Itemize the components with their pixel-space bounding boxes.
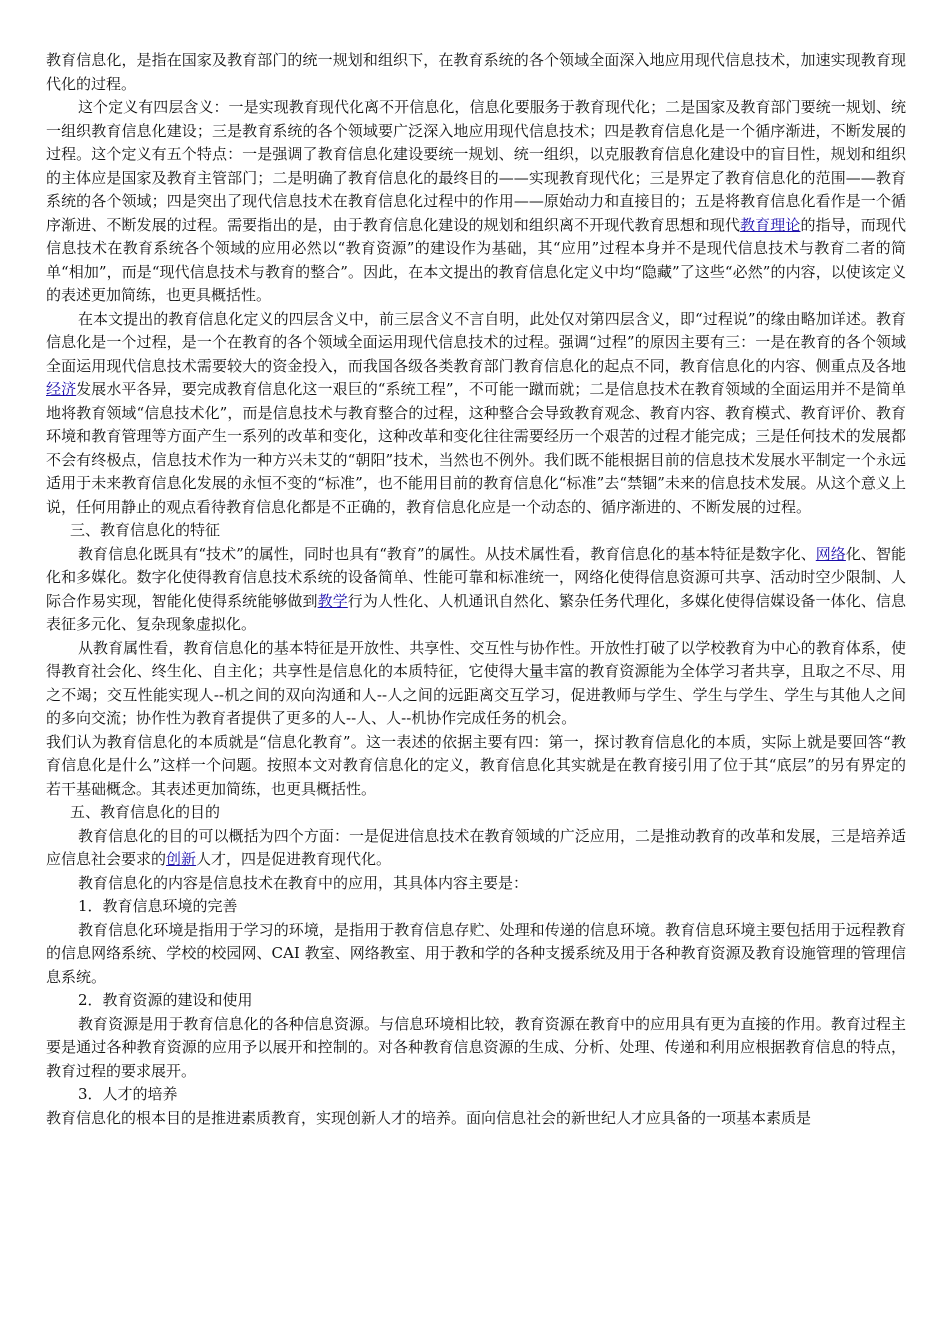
paragraph: [46, 825, 906, 872]
text-run: 教育信息化的目的可以概括为四个方面：一是促进信息技术在教育领域的广泛应用，二是推动教育的改革和发展，三是培养适应信息社会要求的: [46, 826, 906, 868]
link-innovation[interactable]: 创新: [166, 850, 197, 868]
link-economy[interactable]: 经济: [46, 380, 77, 398]
text-run: 的指导，而现代信息技术在教育系统各个领域的应用必然以“教育资源”的建设作为基础，其“应用”过程本身并不是现代信息技术与教育二者的简单“相加”，而是“现代信息技术与教育的整合”。因此，在本文提出的教育信息化定义中均“隐藏”了这些“必然”的内容，以使该定义的表述更加简练，也更具概括性。: [46, 215, 906, 304]
paragraph: [46, 919, 906, 990]
text-run: 行为人性化、人机通讯自然化、繁杂任务代理化，多媒化使得信媒设备一体化、信息表征多元化、复杂现象虚拟化。: [46, 591, 906, 633]
text-run: 这个定义有四层含义：一是实现教育现代化离不开信息化，信息化要服务于教育现代化；二是国家及教育部门要统一规划、统一组织教育信息化建设；三是教育系统的各个领域要广泛深入地应用现代信息技术；四是教育信息化是一个循序渐进，不断发展的过程。这个定义有五个特点：一是强调了教育信息化建设要统一规划、统一组织，以克服教育信息化建设中的盲目性，规划和组织的主体应是国家及教育主管部门；二是明确了教育信息化的最终目的——实现教育现代化；三是界定了教育信息化的范围——教育系统的各个领域；四是突出了现代信息技术在教育信息化过程中的作用——原始动力和直接目的；五是将教育信息化看作是一个循序渐进、不断发展的过程。需要指出的是，由于教育信息化建设的规划和组织离不开现代教育思想和现代: [46, 98, 906, 234]
paragraph: [46, 872, 906, 896]
section-heading: [46, 801, 906, 825]
text-run: 发展水平各异，要完成教育信息化这一艰巨的“系统工程”，不可能一蹴而就；二是信息技术在教育领域的全面运用并不是简单地将教育领域“信息技术化”，而是信息技术与教育整合的过程，这种整合会导致教育观念、教育内容、教育模式、教育评价、教育环境和教育管理等方面产生一系列的改革和变化，这种改革和变化往往需要经历一个艰苦的过程才能完成；三是任何技术的发展都不会有终极点，信息技术作为一种方兴未艾的“朝阳”技术，当然也不例外。我们既不能根据目前的信息技术发展水平制定一个永远适用于未来教育信息化发展的永恒不变的“标准”，也不能用目前的教育信息化“标准”去“禁锢”未来的信息技术发展。从这个意义上说，任何用静止的观点看待教育信息化都是不正确的，教育信息化应是一个动态的、循序渐进的、不断发展的过程。: [46, 380, 906, 516]
text-run: 2．教育资源的建设和使用: [78, 991, 253, 1009]
text-run: 教育信息化的根本目的是推进素质教育，实现创新人才的培养。面向信息社会的新世纪人才应具备的一项基本素质是: [46, 1108, 812, 1127]
paragraph: [46, 989, 906, 1013]
text-run: 化、智能化和多媒化。数字化使得教育信息技术系统的设备简单、性能可靠和标准统一，网络化使得信息资源可共享、活动时空少限制、人际合作易实现，智能化使得系统能够做到: [46, 544, 906, 610]
text-run: 1．教育信息环境的完善: [78, 897, 238, 915]
text-run: 人才，四是促进教育现代化。: [196, 850, 392, 868]
paragraph: [46, 1013, 906, 1084]
text-run: 五、教育信息化的目的: [70, 803, 221, 821]
text-run: 教育信息化既具有“技术”的属性，同时也具有“教育”的属性。从技术属性看，教育信息化的基本特征是数字化、: [78, 544, 816, 563]
text-run: 我们认为教育信息化的本质就是“信息化教育”。这一表述的依据主要有四：第一，探讨教育信息化的本质，实际上就是要回答“教育信息化是什么”这样一个问题。按照本文对教育信息化的定义，教育信息化其实就是在教育接引用了位于其“底层”的另有界定的若干基础概念。其表述更加简练，也更具概括性。: [46, 732, 906, 798]
paragraph: [46, 731, 906, 802]
link-teaching[interactable]: 教学: [317, 591, 348, 610]
paragraph: [46, 96, 906, 308]
section-heading: [46, 519, 906, 543]
link-network[interactable]: 网络: [815, 544, 846, 563]
text-run: 教育信息化，是指在国家及教育部门的统一规划和组织下，在教育系统的各个领域全面深入地应用现代信息技术，加速实现教育现代化的过程。: [46, 51, 906, 93]
paragraph: [46, 49, 906, 96]
text-run: 从教育属性看，教育信息化的基本特征是开放性、共享性、交互性与协作性。开放性打破了以学校教育为中心的教育体系，使得教育社会化、终生化、自主化；共享性是信息化的本质特征，它使得大量丰富的教育资源能为全体学习者共享，且取之不尽、用之不竭；交互性能实现人--机之间的双向沟通和人--人之间的远距离交互学习，促进教师与学生、学生与学生、学生与其他人之间的多向交流；协作性为教育者提供了更多的人--人、人--机协作完成任务的机会。: [46, 638, 906, 727]
text-run: 教育信息化的内容是信息技术在教育中的应用，其具体内容主要是：: [78, 873, 529, 892]
link-education-theory[interactable]: 教育理论: [740, 215, 801, 234]
text-run: 在本文提出的教育信息化定义的四层含义中，前三层含义不言自明，此处仅对第四层含义，即“过程说”的缘由略加详述。教育信息化是一个过程，是一个在教育的各个领域全面运用现代信息技术的过程。强调“过程”的原因主要有三：一是在教育的各个领域全面运用现代信息技术需要较大的资金投入，而我国各级各类教育部门教育信息化的起点不同，教育信息化的内容、侧重点及各地: [46, 309, 906, 375]
paragraph: [46, 543, 906, 637]
paragraph: [46, 1083, 906, 1107]
text-run: 三、教育信息化的特征: [70, 521, 221, 539]
paragraph: [46, 308, 906, 520]
paragraph: [46, 637, 906, 731]
text-run: 教育信息化环境是指用于学习的环境，是指用于教育信息存贮、处理和传递的信息环境。教育信息环境主要包括用于远程教育的信息网络系统、学校的校园网、CAI 教室、网络教室、用于教和学的各种支援系统及用于各种教育资源及教育设施管理的管理信息系统。: [46, 920, 906, 986]
text-run: 教育资源是用于教育信息化的各种信息资源。与信息环境相比较，教育资源在教育中的应用具有更为直接的作用。教育过程主要是通过各种教育资源的应用予以展开和控制的。对各种教育信息资源的生成、分析、处理、传递和利用应根据教育信息的特点，教育过程的要求展开。: [46, 1014, 906, 1080]
text-run: 3．人才的培养: [78, 1085, 178, 1103]
paragraph: [46, 895, 906, 919]
paragraph: [46, 1107, 906, 1131]
